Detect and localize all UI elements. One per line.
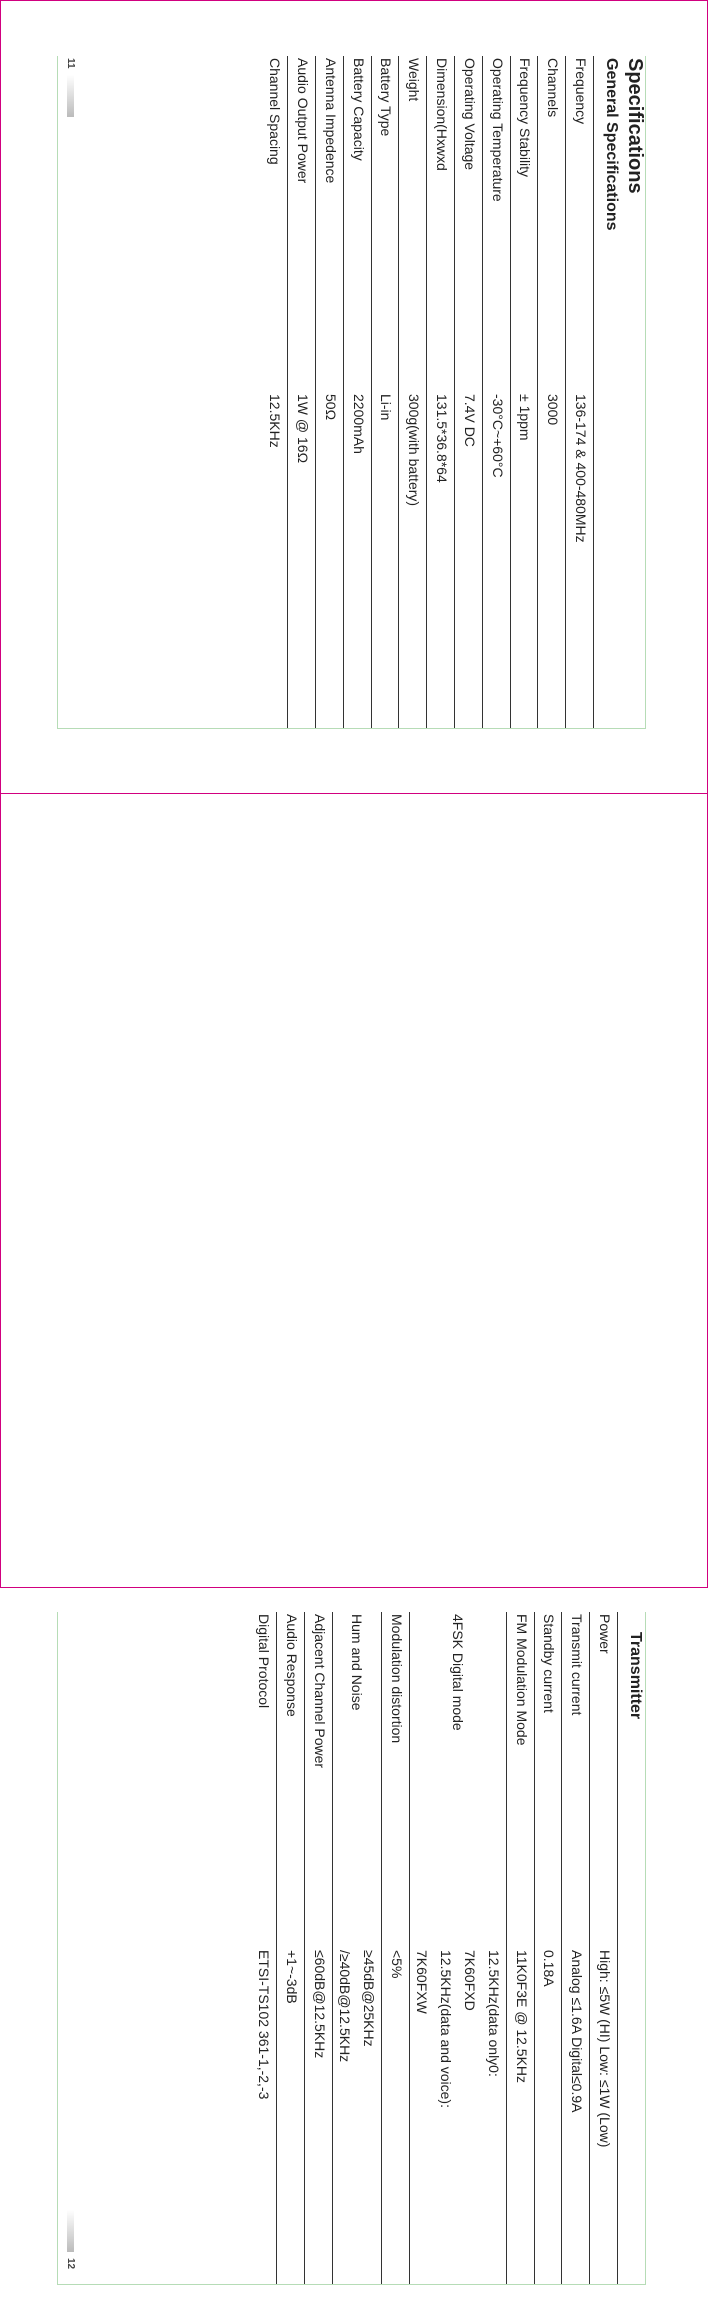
spec-value (382, 1948, 410, 2284)
table-row (506, 1612, 534, 2284)
spec-value: 136-174 & 400-480MHz (566, 392, 594, 728)
table-row (333, 1612, 382, 2284)
page-number (65, 2210, 76, 2269)
table-row (316, 56, 344, 728)
table-row (455, 56, 483, 728)
frame-border (57, 728, 646, 729)
spec-value: 2200mAh (343, 392, 371, 728)
spec-value: 300g(with battery) (399, 392, 427, 728)
frame-border (645, 1612, 646, 2284)
spec-value (333, 1948, 382, 2284)
spec-value-line: 12.5KHz(data only0: (485, 1950, 502, 2077)
spec-value: 1W @ 16Ω (288, 392, 316, 728)
page-sheet-11 (0, 0, 708, 794)
spec-value: ± 1ppm (510, 392, 538, 728)
spec-value-line: 11K0F3E @ 12.5KHz (513, 1950, 530, 2084)
spec-label: Audio Response (277, 1612, 305, 1948)
spec-label: Power (590, 1612, 618, 1948)
spec-value: 3000 (538, 392, 566, 728)
spec-label: Battery Type (371, 56, 399, 392)
table-row (260, 56, 287, 728)
spec-label: Dimension(Hxwxd (427, 56, 455, 392)
table-row (277, 1612, 305, 2284)
spec-value-line: ≥45dB@25KHz (361, 1950, 378, 2047)
spec-label: Channel Spacing (260, 56, 287, 392)
table-row (538, 56, 566, 728)
spec-value: -30°C~+60°C (482, 392, 510, 728)
spec-label: Operating Voltage (455, 56, 483, 392)
spec-label: Frequency Stability (510, 56, 538, 392)
page-number (65, 58, 76, 117)
spec-value-line: <5% (388, 1950, 405, 1979)
spec-value (506, 1948, 534, 2284)
page-title: Specifications (624, 58, 646, 194)
spec-label: Weight (399, 56, 427, 392)
spec-value (305, 1948, 333, 2284)
spec-label: 4FSK Digital mode (409, 1612, 506, 1948)
spec-value: 131.5*36.8*64 (427, 392, 455, 728)
spec-value: Li-in (371, 392, 399, 728)
spec-label: Channels (538, 56, 566, 392)
spec-label: Hum and Noise (333, 1612, 382, 1948)
spec-value (277, 1948, 305, 2284)
spec-label: Antenna Impedence (316, 56, 344, 392)
spec-value: 7.4V DC (455, 392, 483, 728)
spec-value (562, 1948, 590, 2284)
table-row (409, 1612, 506, 2284)
table-row (566, 56, 594, 728)
table-row (343, 56, 371, 728)
spec-table (250, 1612, 618, 2284)
frame-border (57, 1612, 58, 2284)
spec-value-line: 0.18A (541, 1950, 558, 1987)
spec-value (409, 1948, 506, 2284)
table-row (510, 56, 538, 728)
spec-label: Digital Protocol (250, 1612, 277, 1948)
spec-table (260, 56, 594, 728)
spec-value (250, 1948, 277, 2284)
table-row (427, 56, 455, 728)
page-number-label: 11 (65, 58, 76, 69)
section-heading: General Specifications (603, 58, 620, 231)
spec-value-line: ≤60dB@12.5KHz (312, 1950, 329, 2059)
table-row (399, 56, 427, 728)
spec-value-line: 7K60FXD (461, 1950, 478, 2011)
spec-label: Transmit current (562, 1612, 590, 1948)
page-number-bar (67, 2210, 74, 2252)
spec-label: Modulation distortion (382, 1612, 410, 1948)
spec-value: 50Ω (316, 392, 344, 728)
page-number-label: 12 (65, 2258, 76, 2270)
page-sheet-12 (0, 793, 708, 2270)
spec-label: Standby current (534, 1612, 562, 1948)
spec-label: Battery Capacity (343, 56, 371, 392)
table-row (590, 1612, 618, 2284)
spec-value-line: Analog ≤1.6A Digital≤0.9A (569, 1950, 586, 2113)
section-heading: Transmitter (627, 1632, 644, 1720)
table-row (482, 56, 510, 728)
spec-value-line: High: ≤5W (HI) Low: ≤1W (Low) (597, 1950, 613, 2148)
page-content-12 (56, 1612, 646, 2322)
spec-value-line: ETSI-TS102 361-1,-2,-3 (256, 1950, 273, 2100)
spec-value-line: 7K60FXW (413, 1950, 430, 2014)
spec-value: 12.5KHz (260, 392, 287, 728)
table-row (288, 56, 316, 728)
frame-border (57, 2284, 646, 2285)
spec-label: Frequency (566, 56, 594, 392)
page-content-11 (56, 56, 646, 736)
spec-label: Adjacent Channel Power (305, 1612, 333, 1948)
table-row (250, 1612, 277, 2284)
frame-border (57, 56, 58, 728)
spec-value-line: /≥40dB@12.5KHz (337, 1950, 354, 2063)
spec-label: FM Modulation Mode (506, 1612, 534, 1948)
spec-label: Operating Temperature (482, 56, 510, 392)
table-row (562, 1612, 590, 2284)
table-row (305, 1612, 333, 2284)
spec-value (590, 1948, 618, 2284)
spec-value (534, 1948, 562, 2284)
table-row (382, 1612, 410, 2284)
spec-value-line: +1~-3dB (284, 1950, 301, 2004)
table-row (371, 56, 399, 728)
table-row (534, 1612, 562, 2284)
page-number-bar (67, 75, 74, 117)
spec-label: Audio Output Power (288, 56, 316, 392)
spec-value-line: 12.5KHz(data and voice): (437, 1950, 454, 2108)
